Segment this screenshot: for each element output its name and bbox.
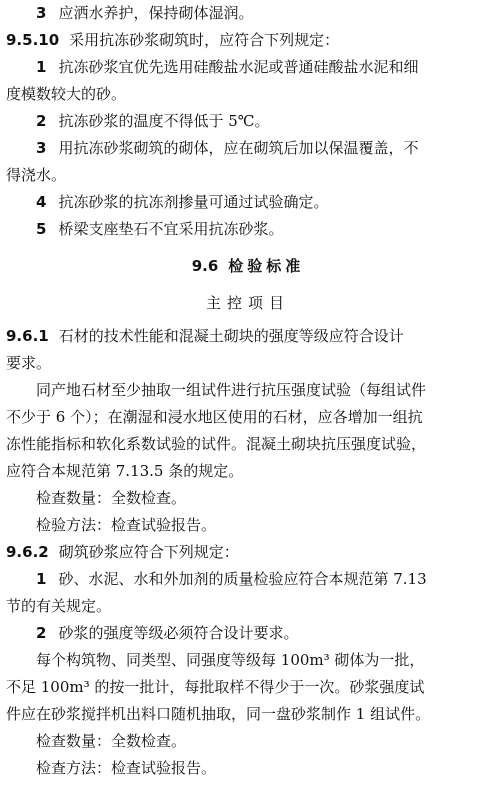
clause-number: 9.6.2 [6,543,49,561]
check-quantity: 检查数量：全数检查。 [36,489,187,507]
item-number: 5 [36,220,47,238]
clause-9-6-2 [6,539,490,566]
section-heading [6,253,490,280]
clause-number: 9.5.10 [6,31,60,49]
clause-9-6-1-continuation: 要求。 [6,354,52,372]
paragraph-line: 应符合本规范第 7.13.5 条的规定。 [6,462,244,480]
item-5-bearing-pad [6,216,490,243]
paragraph-batch-sampling: 每个构筑物、同类型、同强度等级每 100m³ 砌体为一批， [36,651,425,669]
paragraph-line: 件应在砂浆搅拌机出料口随机抽取，同一盘砂浆制作 1 组试件。 [6,705,431,723]
item-text: 应洒水养护，保持砌体湿润。 [58,4,254,22]
item-number: 3 [36,139,47,157]
item-1-continuation: 度模数较大的砂。 [6,85,127,103]
item-1-continuation: 节的有关规定。 [6,597,112,615]
item-3-insulation [6,135,490,162]
subsection-heading: 主控项目 [205,294,290,312]
item-number: 1 [36,570,47,588]
item-3-water-curing [6,0,490,27]
clause-text: 采用抗冻砂浆砌筑时，应符合下列规定： [69,31,340,49]
item-text: 抗冻砂浆的温度不得低于 5℃。 [58,112,270,130]
item-text: 用抗冻砂浆砌筑的砌体，应在砌筑后加以保温覆盖，不 [58,139,419,157]
item-4-antifreeze-dosage [6,189,490,216]
item-1-cement-sand [6,54,490,81]
item-number: 2 [36,112,47,130]
item-text: 砂、水泥、水和外加剂的质量检验应符合本规范第 7.13 [58,570,427,588]
paragraph-line: 不少于 6 个）；在潮湿和浸水地区使用的石材，应各增加一组抗 [6,408,423,426]
clause-number: 9.6.1 [6,327,49,345]
item-number: 4 [36,193,47,211]
item-1-material-inspection [6,566,490,593]
item-number: 3 [36,4,47,22]
clause-text: 石材的技术性能和混凝土砌块的强度等级应符合设计 [58,327,404,345]
check-method: 检验方法：检查试验报告。 [36,516,217,534]
clause-9-6-1 [6,323,490,350]
section-number: 9.6 [191,257,219,275]
item-3-continuation: 得浇水。 [6,166,67,184]
paragraph-stone-testing: 同产地石材至少抽取一组试件进行抗压强度试验（每组试件 [36,381,427,399]
item-2-temperature [6,108,490,135]
check-method: 检查方法：检查试验报告。 [36,759,217,777]
paragraph-line: 冻性能指标和软化系数试验的试件。混凝土砌块抗压强度试验， [6,435,427,453]
item-2-mortar-strength [6,620,490,647]
item-text: 抗冻砂浆的抗冻剂掺量可通过试验确定。 [58,193,329,211]
paragraph-line: 不足 100m³ 的按一批计，每批取样不得少于一次。砂浆强度试 [6,678,425,696]
item-text: 砂浆的强度等级必须符合设计要求。 [58,624,299,642]
item-number: 1 [36,58,47,76]
check-quantity: 检查数量：全数检查。 [36,732,187,750]
clause-9-5-10 [6,27,490,54]
clause-text: 砌筑砂浆应符合下列规定： [58,543,239,561]
section-title-text: 检验标准 [228,257,305,275]
item-text: 桥梁支座垫石不宜采用抗冻砂浆。 [58,220,284,238]
item-text: 抗冻砂浆宜优先选用硅酸盐水泥或普通硅酸盐水泥和细 [58,58,419,76]
item-number: 2 [36,624,47,642]
